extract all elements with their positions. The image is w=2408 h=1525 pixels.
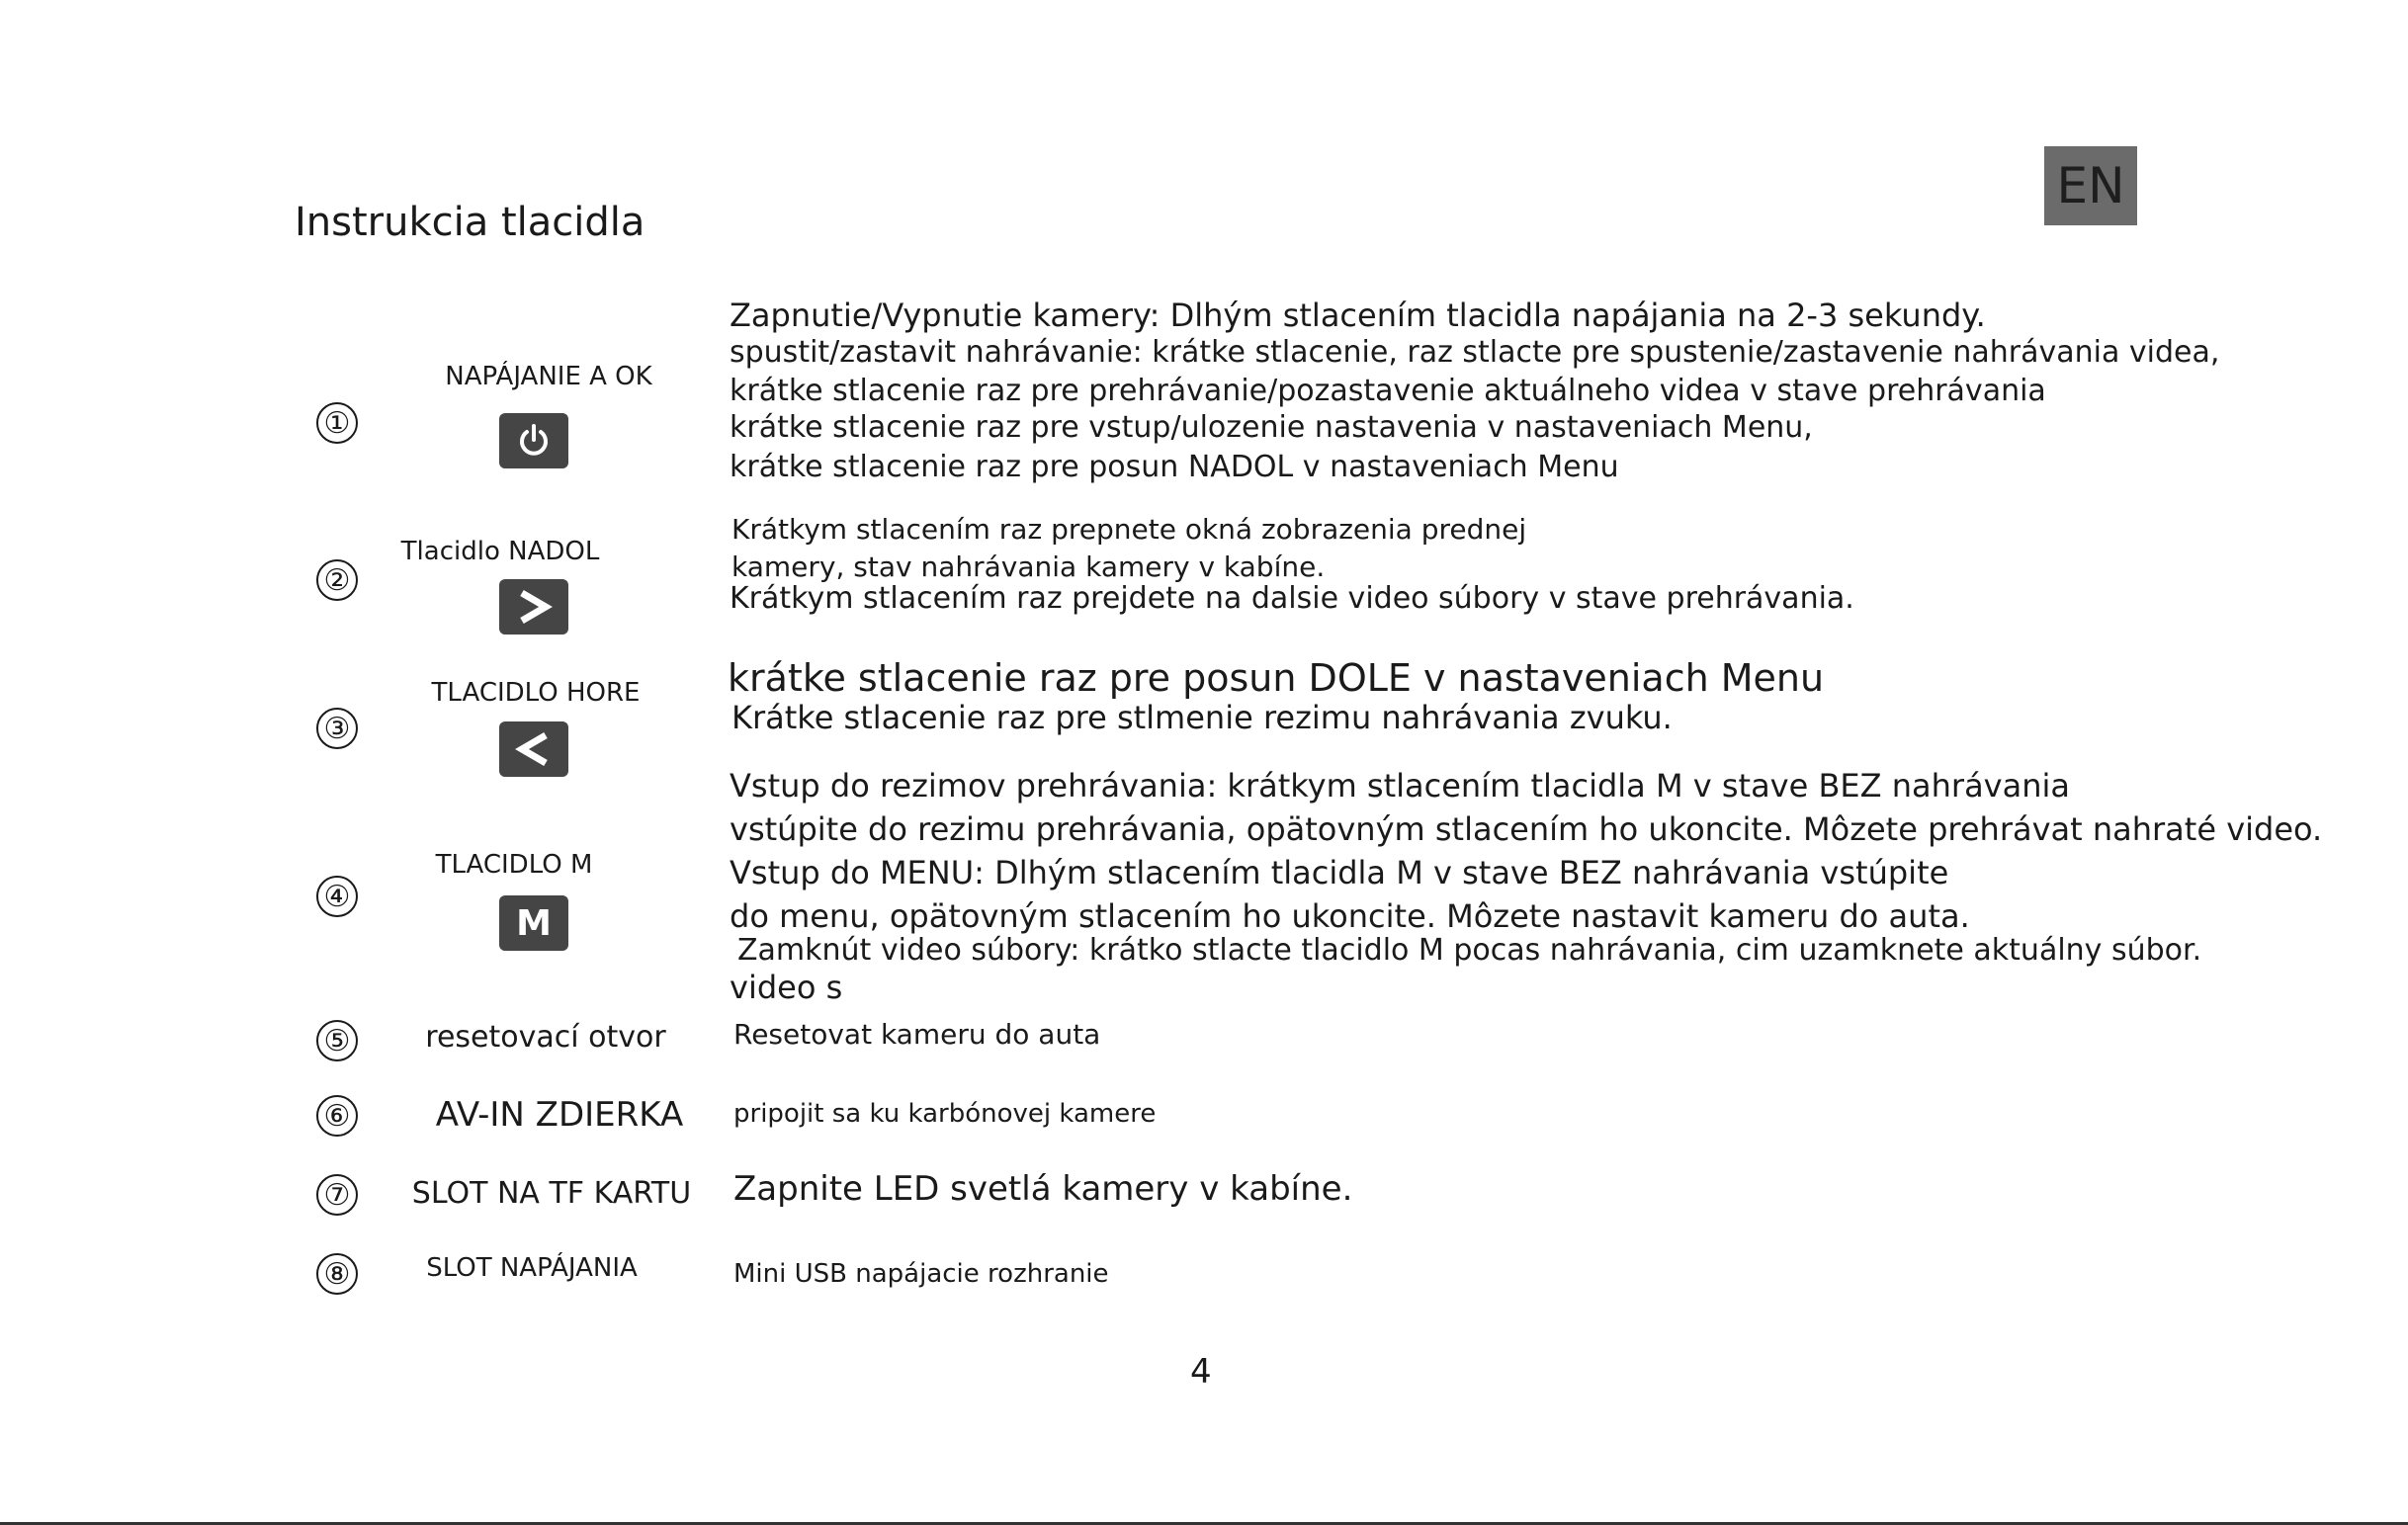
item-number-1: ①: [316, 402, 358, 444]
chevron-right-icon: [514, 587, 554, 627]
item-label-m: TLACIDLO M: [435, 850, 593, 880]
item-5-line-1: Resetovat kameru do auta: [733, 1018, 1101, 1051]
power-icon: [515, 422, 553, 460]
page-number: 4: [1190, 1352, 1212, 1392]
item-7-line-1: Zapnite LED svetlá kamery v kabíne.: [733, 1169, 1353, 1209]
item-label-down: Tlacidlo NADOL: [400, 537, 600, 566]
item-number-5: ⑤: [316, 1020, 358, 1061]
item-1-line-1: Zapnutie/Vypnutie kamery: Dlhým stlacením tlacidla napájania na 2-3 sekundy.: [730, 297, 1986, 334]
item-2-line-1: Krátkym stlacením raz prepnete okná zobrazenia prednej: [731, 513, 1527, 546]
item-1-line-5: krátke stlacenie raz pre posun NADOL v nastaveniach Menu: [730, 450, 1619, 484]
item-label-tf-slot: SLOT NA TF KARTU: [411, 1176, 692, 1211]
item-4-line-5: Zamknút video súbory: krátko stlacte tlacidlo M pocas nahrávania, cim uzamknete aktuálny súbor.: [737, 933, 2202, 968]
item-4-line-1: Vstup do rezimov prehrávania: krátkym stlacením tlacidla M v stave BEZ nahrávania: [730, 767, 2070, 805]
language-badge: EN: [2044, 146, 2137, 225]
down-key: [499, 579, 568, 635]
item-number-7: ⑦: [316, 1174, 358, 1216]
power-ok-key: [499, 413, 568, 468]
item-3-line-1: krátke stlacenie raz pre posun DOLE v nastaveniach Menu: [728, 656, 1825, 700]
item-4-line-6: video s: [730, 969, 843, 1006]
item-4-line-2: vstúpite do rezimu prehrávania, opätovným stlacením ho ukoncite. Môzete prehrávat nahraté video.: [730, 810, 2323, 848]
m-key: [499, 895, 568, 951]
item-8-line-1: Mini USB napájacie rozhranie: [733, 1259, 1109, 1289]
item-6-line-1: pripojit sa ku karbónovej kamere: [733, 1099, 1157, 1129]
item-4-line-4: do menu, opätovným stlacením ho ukoncite. Môzete nastavit kameru do auta.: [730, 897, 1970, 935]
item-number-6: ⑥: [316, 1095, 358, 1137]
item-1-line-2: spustit/zastavit nahrávanie: krátke stlacenie, raz stlacte pre spustenie/zastavenie nahrávania videa,: [730, 335, 2220, 370]
item-label-av-in: AV-IN ZDIERKA: [435, 1095, 684, 1135]
page-title: Instrukcia tlacidla: [295, 200, 645, 245]
up-key: [499, 721, 568, 777]
item-3-line-2: Krátke stlacenie raz pre stlmenie rezimu nahrávania zvuku.: [731, 699, 1673, 736]
item-number-2: ②: [316, 559, 358, 601]
item-1-line-3: krátke stlacenie raz pre prehrávanie/pozastavenie aktuálneho videa v stave prehrávania: [730, 374, 2046, 408]
chevron-left-icon: [514, 729, 554, 769]
item-label-up: TLACIDLO HORE: [431, 678, 641, 708]
item-number-4: ④: [316, 876, 358, 917]
item-2-line-3: Krátkym stlacením raz prejdete na dalsie video súbory v stave prehrávania.: [730, 581, 1854, 616]
item-label-power-slot: SLOT NAPÁJANIA: [426, 1253, 638, 1283]
item-1-line-4: krátke stlacenie raz pre vstup/ulozenie nastavenia v nastaveniach Menu,: [730, 410, 1813, 445]
item-label-power-ok: NAPÁJANIE A OK: [445, 362, 652, 391]
item-4-line-3: Vstup do MENU: Dlhým stlacením tlacidla M v stave BEZ nahrávania vstúpite: [730, 854, 1949, 891]
item-2-line-2: kamery, stav nahrávania kamery v kabíne.: [731, 551, 1326, 583]
item-label-reset: resetovací otvor: [425, 1020, 666, 1055]
item-number-3: ③: [316, 708, 358, 749]
item-number-8: ⑧: [316, 1253, 358, 1295]
m-key-glyph: M: [516, 902, 552, 944]
